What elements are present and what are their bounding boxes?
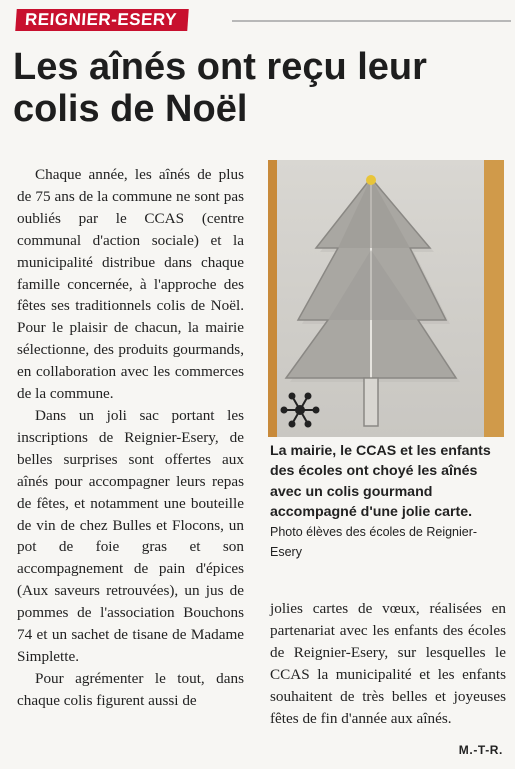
headline: Les aînés ont reçu leur colis de Noël [13, 46, 427, 130]
paragraph: jolies cartes de vœux, réalisées en partenariat avec les enfants des écoles de Reignier-Esery, sur lesquelles le CCAS la municipalité et les enfants souhaitent de très belles et joyeuses fêtes de fin d'année aux aînés. [270, 600, 506, 727]
paragraph: Chaque année, les aînés de plus de 75 ans de la commune ne sont pas oubliés par le CCAS (centre communal d'action sociale) et la municipalité distribue dans chaque famille concernée, à l'approche des fêtes ses traditionnels colis de Noël. Pour le plaisir de chacun, la mairie sélectionne, des produits gourmands, en collaboration avec les commerces de la commune. [17, 166, 244, 403]
christmas-tree-card [268, 160, 504, 437]
caption-text: La mairie, le CCAS et les enfants des écoles ont choyé les aînés avec un colis gourmand accompagné d'une jolie carte. [270, 443, 491, 520]
snowflake-icon [282, 394, 319, 427]
article-photo [268, 160, 504, 437]
section-kicker: REIGNIER-ESERY [15, 9, 188, 31]
article-column-right [270, 598, 506, 729]
paragraph: Dans un joli sac portant les inscriptions de Reignier-Esery, de belles surprises sont offertes aux aînés pour accompagner leurs repas de fêtes, et notamment une bouteille de vin de chez Bulles et Flocons, un pot de foie gras et son accompagnement de pain d'épices (Aux saveurs retrouvées), un jus de pommes de l'association Bouchons 74 et un sachet de tisane de Madame Simplette. [17, 406, 244, 665]
kicker-rule [232, 20, 511, 22]
paragraph: Pour agrémenter le tout, dans chaque colis figurent aussi de [17, 669, 244, 709]
photo-credit: Photo élèves des écoles de Reignier-Esery [270, 525, 478, 560]
photo-caption [270, 441, 506, 563]
author-signature: M.-T-R. [458, 743, 503, 757]
article-column-left [17, 164, 244, 712]
